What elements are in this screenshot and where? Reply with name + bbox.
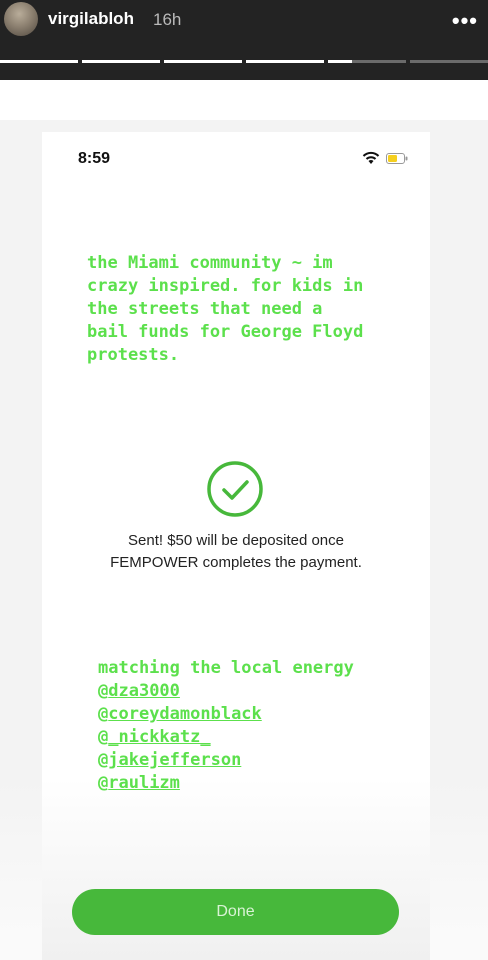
mention-handle[interactable]: raulizm bbox=[108, 773, 180, 793]
mention-jakejefferson[interactable]: @jakejefferson bbox=[98, 750, 242, 770]
caption-text bbox=[87, 252, 427, 367]
caption-line: protests. bbox=[87, 345, 180, 365]
mention-nickkatz[interactable]: @_nickkatz_ bbox=[98, 727, 211, 747]
mention-handle[interactable]: _nickkatz_ bbox=[108, 727, 211, 747]
caption-line: crazy inspired. for kids in bbox=[87, 276, 364, 296]
caption-line: the Miami community ~ im bbox=[87, 253, 333, 273]
mention-coreydamonblack[interactable]: @coreydamonblack bbox=[98, 704, 262, 724]
phone-screenshot bbox=[42, 132, 430, 960]
mention-raulizm[interactable]: @raulizm bbox=[98, 773, 180, 793]
progress-segment bbox=[82, 60, 160, 63]
progress-segment bbox=[246, 60, 324, 63]
battery-icon bbox=[386, 153, 408, 164]
mention-handle[interactable]: coreydamonblack bbox=[108, 704, 262, 724]
mention-dza3000[interactable]: @dza3000 bbox=[98, 681, 180, 701]
avatar[interactable] bbox=[4, 2, 38, 36]
caption-line: the streets that need a bbox=[87, 299, 323, 319]
mention-handle[interactable]: jakejefferson bbox=[108, 750, 242, 770]
done-button[interactable]: Done bbox=[72, 889, 399, 935]
story-header bbox=[0, 0, 488, 80]
caption-line: bail funds for George Floyd bbox=[87, 322, 364, 342]
progress-segment bbox=[164, 60, 242, 63]
mentions-text bbox=[98, 657, 418, 795]
more-icon[interactable]: ••• bbox=[451, 8, 478, 33]
check-circle-icon bbox=[206, 460, 264, 518]
progress-segment bbox=[0, 60, 78, 63]
story-time: 16h bbox=[153, 10, 182, 29]
matching-line: matching the local energy bbox=[98, 658, 354, 678]
sent-confirmation bbox=[42, 530, 430, 574]
sent-line: Sent! $50 will be deposited once bbox=[128, 532, 344, 549]
progress-segment-pending bbox=[410, 60, 488, 63]
story-progress bbox=[0, 60, 488, 64]
wifi-icon bbox=[362, 151, 380, 165]
username[interactable]: virgilabloh bbox=[48, 9, 134, 28]
status-clock: 8:59 bbox=[78, 150, 111, 167]
progress-segment-active bbox=[328, 60, 352, 63]
mention-handle[interactable]: dza3000 bbox=[108, 681, 180, 701]
sent-line: FEMPOWER completes the payment. bbox=[110, 554, 362, 571]
progress-segment-active-remaining bbox=[352, 60, 406, 63]
